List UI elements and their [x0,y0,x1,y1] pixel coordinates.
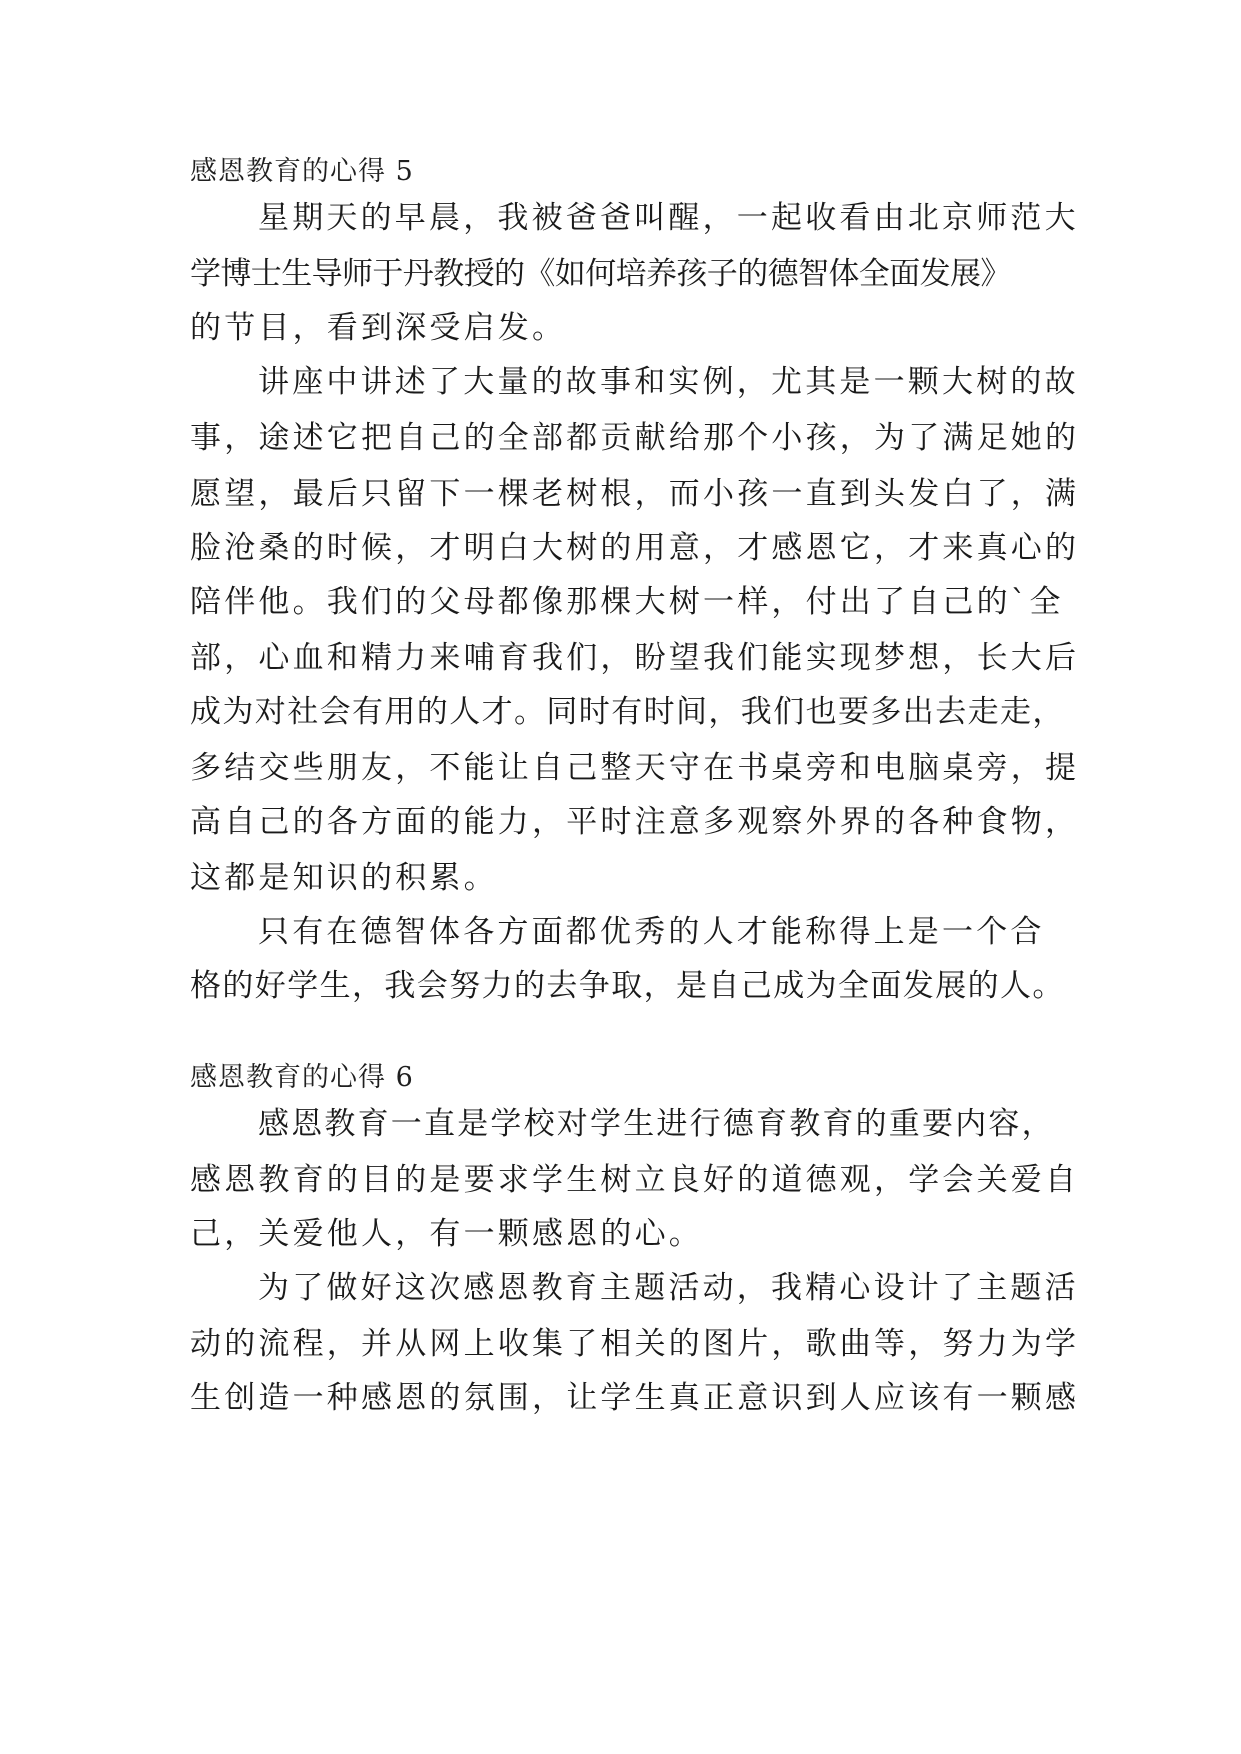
section-5-line-10: 成为对社会有用的人才。同时有时间，我们也要多出去走走， [190,694,1065,730]
section-6-line-5: 动的流程，并从网上收集了相关的图片，歌曲等，努力为学 [190,1326,1080,1362]
section-5-line-7: 脸沧桑的时候，才明白大树的用意，才感恩它，才来真心的 [190,530,1080,566]
section-5-heading: 感恩教育的心得 5 [190,156,414,187]
section-5-line-5: 事，途述它把自己的全部都贡献给那个小孩，为了满足她的 [190,420,1080,456]
section-6-line-6: 生创造一种感恩的氛围，让学生真正意识到人应该有一颗感 [190,1380,1080,1416]
section-5-line-3: 的节目，看到深受启发。 [190,310,567,346]
section-6-line-1: 感恩教育一直是学校对学生进行德育教育的重要内容， [258,1106,1055,1142]
section-5-line-1: 星期天的早晨，我被爸爸叫醒，一起收看由北京师范大 [258,200,1079,236]
section-5-line-6: 愿望，最后只留下一棵老树根，而小孩一直到头发白了，满 [190,476,1080,512]
section-5-line-13: 这都是知识的积累。 [190,860,498,896]
section-5-line-14: 只有在德智体各方面都优秀的人才能称得上是一个合 [258,914,1045,950]
section-6-line-3: 己，关爱他人，有一颗感恩的心。 [190,1216,703,1252]
section-5-line-8: 陪伴他。我们的父母都像那棵大树一样，付出了自己的`全 [190,584,1064,620]
section-6-line-2: 感恩教育的目的是要求学生树立良好的道德观，学会关爱自 [190,1162,1080,1198]
section-5-line-9: 部，心血和精力来哺育我们，盼望我们能实现梦想，长大后 [190,640,1080,676]
section-6-line-4: 为了做好这次感恩教育主题活动，我精心设计了主题活 [258,1270,1079,1306]
section-5-line-12: 高自己的各方面的能力，平时注意多观察外界的各种食物， [190,804,1080,840]
section-5-line-2: 学博士生导师于丹教授的《如何培养孩子的德智体全面发展》 [190,256,1011,292]
section-5-line-15: 格的好学生，我会努力的去争取，是自己成为全面发展的人。 [190,968,1065,1004]
section-5-line-4: 讲座中讲述了大量的故事和实例，尤其是一颗大树的故 [258,364,1079,400]
section-6-heading: 感恩教育的心得 6 [190,1062,414,1093]
section-5-line-11: 多结交些朋友，不能让自己整天守在书桌旁和电脑桌旁，提 [190,750,1080,786]
